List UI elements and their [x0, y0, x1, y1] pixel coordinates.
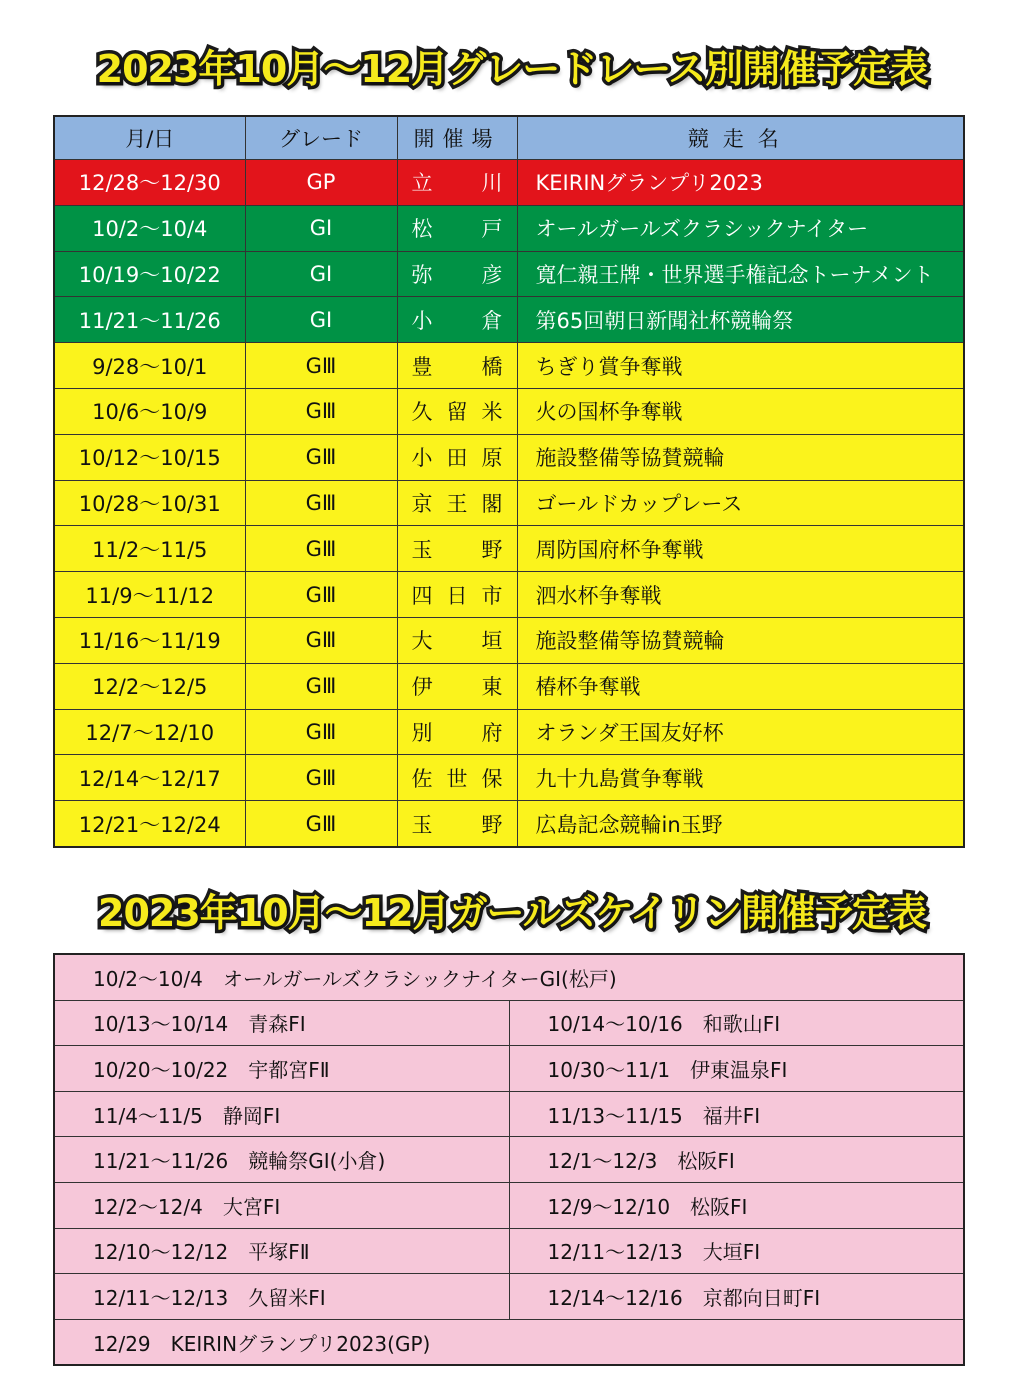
race-grade: GⅢ [245, 617, 397, 663]
venue-char: 市 [481, 583, 503, 608]
race-name: 周防国府杯争奪戦 [517, 526, 964, 572]
race-name: 泗水杯争奪戦 [517, 572, 964, 618]
table-row [54, 709, 964, 755]
race-date: 10/28～10/31 [54, 480, 245, 526]
venue-char: 大 [411, 629, 433, 654]
table-row [54, 617, 964, 663]
venue-char: 保 [481, 766, 503, 791]
venue-char: 弥 [411, 262, 433, 287]
race-venue [397, 572, 517, 618]
race-grade: GⅠ [245, 205, 397, 251]
venue-char: 橋 [481, 354, 503, 379]
girls-table-row [54, 1182, 964, 1228]
girls-table-row [54, 954, 964, 1000]
race-grade: GⅠ [245, 297, 397, 343]
girls-table-row [54, 1319, 964, 1365]
girls-keirin-table [53, 953, 965, 1366]
race-name: オールガールズクラシックナイター [517, 205, 964, 251]
race-grade: GⅢ [245, 572, 397, 618]
grade-race-schedule-title: 2023年10月～12月グレードレース別開催予定表 [96, 47, 928, 91]
header-race-name: 競走名 [517, 116, 964, 160]
venue-char: 留 [446, 400, 468, 425]
race-venue [397, 526, 517, 572]
table-row [54, 663, 964, 709]
table-row [54, 160, 964, 206]
venue-char: 閣 [481, 491, 503, 516]
grade-table-header-row [54, 116, 964, 160]
race-date: 10/6～10/9 [54, 388, 245, 434]
race-grade: GⅢ [245, 755, 397, 801]
girls-entry: 12/14～12/16 京都向日町FⅠ [509, 1274, 964, 1320]
race-name: 九十九島賞争奪戦 [517, 755, 964, 801]
venue-char: 田 [446, 446, 468, 471]
race-name: 椿杯争奪戦 [517, 663, 964, 709]
venue-char: 別 [411, 720, 433, 745]
race-grade: GⅢ [245, 434, 397, 480]
race-date: 12/21～12/24 [54, 801, 245, 847]
race-date: 12/28～12/30 [54, 160, 245, 206]
venue-char: 玉 [411, 812, 433, 837]
girls-entry: 12/11～12/13 久留米FⅠ [54, 1274, 509, 1320]
race-grade: GP [245, 160, 397, 206]
race-date: 12/2～12/5 [54, 663, 245, 709]
race-name: 火の国杯争奪戦 [517, 388, 964, 434]
girls-entry: 11/4～11/5 静岡FⅠ [54, 1091, 509, 1137]
venue-char: 王 [446, 491, 468, 516]
girls-entry: 12/2～12/4 大宮FⅠ [54, 1182, 509, 1228]
header-date: 月/日 [54, 116, 245, 160]
race-venue [397, 388, 517, 434]
race-date: 9/28～10/1 [54, 343, 245, 389]
race-grade: GⅢ [245, 709, 397, 755]
venue-char: 彦 [481, 262, 503, 287]
girls-entry: 12/10～12/12 平塚FⅡ [54, 1228, 509, 1274]
race-name: 施設整備等協賛競輪 [517, 617, 964, 663]
table-row [54, 801, 964, 847]
venue-char: 小 [411, 446, 433, 471]
venue-char: 戸 [481, 217, 503, 242]
race-date: 12/14～12/17 [54, 755, 245, 801]
girls-entry: 10/14～10/16 和歌山FⅠ [509, 1000, 964, 1046]
girls-table-row [54, 1091, 964, 1137]
table-row [54, 572, 964, 618]
race-venue [397, 663, 517, 709]
venue-char: 久 [411, 400, 433, 425]
venue-char: 野 [481, 537, 503, 562]
girls-entry: 12/1～12/3 松阪FⅠ [509, 1137, 964, 1183]
race-name: ゴールドカップレース [517, 480, 964, 526]
venue-char: 府 [481, 720, 503, 745]
race-venue [397, 343, 517, 389]
race-name: 施設整備等協賛競輪 [517, 434, 964, 480]
girls-entry: 10/30～11/1 伊東温泉FⅠ [509, 1046, 964, 1092]
race-date: 10/12～10/15 [54, 434, 245, 480]
race-name: ちぎり賞争奪戦 [517, 343, 964, 389]
venue-char: 豊 [411, 354, 433, 379]
venue-char: 佐 [411, 766, 433, 791]
girls-entry: 12/29 KEIRINグランプリ2023(GP) [54, 1319, 964, 1365]
race-venue [397, 801, 517, 847]
venue-char: 小 [411, 308, 433, 333]
race-venue [397, 755, 517, 801]
girls-entry: 10/20～10/22 宇都宮FⅡ [54, 1046, 509, 1092]
race-name: KEIRINグランプリ2023 [517, 160, 964, 206]
race-venue [397, 709, 517, 755]
venue-char: 世 [446, 766, 468, 791]
race-grade: GⅢ [245, 526, 397, 572]
race-venue [397, 434, 517, 480]
race-date: 11/21～11/26 [54, 297, 245, 343]
venue-char: 川 [481, 171, 503, 196]
race-date: 10/2～10/4 [54, 205, 245, 251]
race-venue [397, 160, 517, 206]
girls-table-row [54, 1046, 964, 1092]
table-row [54, 205, 964, 251]
race-venue [397, 251, 517, 297]
race-name: 第65回朝日新聞社杯競輪祭 [517, 297, 964, 343]
race-date: 10/19～10/22 [54, 251, 245, 297]
race-venue [397, 617, 517, 663]
venue-char: 米 [481, 400, 503, 425]
venue-char: 玉 [411, 537, 433, 562]
table-row [54, 526, 964, 572]
table-row [54, 251, 964, 297]
race-name: 寛仁親王牌・世界選手権記念トーナメント [517, 251, 964, 297]
girls-entry: 12/9～12/10 松阪FⅠ [509, 1182, 964, 1228]
girls-table-row [54, 1274, 964, 1320]
girls-table-row [54, 1000, 964, 1046]
venue-char: 原 [481, 446, 503, 471]
girls-entry: 11/13～11/15 福井FⅠ [509, 1091, 964, 1137]
header-venue: 開催場 [397, 116, 517, 160]
venue-char: 四 [411, 583, 433, 608]
venue-char: 伊 [411, 675, 433, 700]
grade-race-table [53, 115, 965, 848]
venue-char: 東 [481, 675, 503, 700]
race-grade: GⅢ [245, 480, 397, 526]
race-date: 11/2～11/5 [54, 526, 245, 572]
girls-entry: 12/11～12/13 大垣FⅠ [509, 1228, 964, 1274]
header-grade: グレード [245, 116, 397, 160]
girls-table-row [54, 1137, 964, 1183]
race-venue [397, 205, 517, 251]
table-row [54, 755, 964, 801]
venue-char: 松 [411, 217, 433, 242]
race-grade: GⅠ [245, 251, 397, 297]
venue-char: 日 [446, 583, 468, 608]
table-row [54, 434, 964, 480]
venue-char: 倉 [481, 308, 503, 333]
grade-table-body [54, 160, 964, 847]
race-grade: GⅢ [245, 388, 397, 434]
girls-entry: 10/2～10/4 オールガールズクラシックナイターGⅠ(松戸) [54, 954, 964, 1000]
race-grade: GⅢ [245, 801, 397, 847]
table-row [54, 343, 964, 389]
race-date: 11/9～11/12 [54, 572, 245, 618]
race-grade: GⅢ [245, 663, 397, 709]
race-name: オランダ王国友好杯 [517, 709, 964, 755]
table-row [54, 388, 964, 434]
venue-char: 垣 [481, 629, 503, 654]
race-grade: GⅢ [245, 343, 397, 389]
race-venue [397, 480, 517, 526]
girls-entry: 11/21～11/26 競輪祭GⅠ(小倉) [54, 1137, 509, 1183]
girls-keirin-schedule-title: 2023年10月～12月ガールズケイリン開催予定表 [98, 891, 926, 935]
girls-entry: 10/13～10/14 青森FⅠ [54, 1000, 509, 1046]
girls-table-row [54, 1228, 964, 1274]
venue-char: 京 [411, 491, 433, 516]
table-row [54, 297, 964, 343]
table-row [54, 480, 964, 526]
venue-char: 立 [411, 171, 433, 196]
race-date: 11/16～11/19 [54, 617, 245, 663]
race-venue [397, 297, 517, 343]
venue-char: 野 [481, 812, 503, 837]
race-date: 12/7～12/10 [54, 709, 245, 755]
race-name: 広島記念競輪in玉野 [517, 801, 964, 847]
